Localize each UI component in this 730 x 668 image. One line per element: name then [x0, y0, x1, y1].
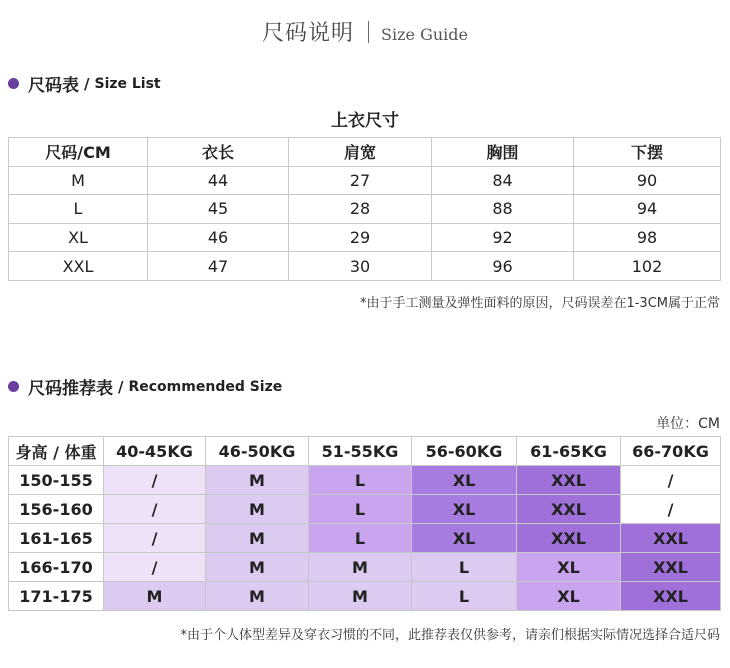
recommended-size-cell: L — [309, 495, 412, 524]
bullet-dot-icon — [8, 78, 19, 89]
measure-cell: 29 — [289, 223, 432, 252]
recommended-size-cell: M — [206, 466, 309, 495]
recommended-size-cell: M — [309, 553, 412, 582]
table-row — [9, 524, 721, 553]
heading-slash: / — [118, 377, 124, 396]
column-header: 下摆 — [574, 138, 721, 167]
recommended-size-cell: / — [104, 495, 206, 524]
recommended-size-cell: / — [621, 495, 721, 524]
size-list-table — [8, 137, 721, 281]
recommended-size-cell: / — [104, 524, 206, 553]
recommended-header-row — [9, 437, 721, 466]
recommended-size-cell: M — [206, 553, 309, 582]
table-row — [9, 582, 721, 611]
measure-cell: 84 — [432, 166, 574, 195]
recommended-size-cell: M — [309, 582, 412, 611]
measure-cell: 46 — [148, 223, 289, 252]
recommended-size-cell: XXL — [621, 524, 721, 553]
title-divider — [368, 21, 369, 43]
recommended-size-cell: M — [206, 495, 309, 524]
size-list-title-zh: 尺码表 — [28, 76, 79, 96]
measure-cell: 44 — [148, 166, 289, 195]
recommended-size-cell: / — [621, 466, 721, 495]
weight-range-header: 61-65KG — [517, 437, 621, 466]
recommended-size-cell: L — [412, 553, 517, 582]
size-list-header-row — [9, 138, 721, 167]
recommended-size-cell: XXL — [517, 466, 621, 495]
table-row — [9, 195, 721, 224]
table-row — [9, 466, 721, 495]
recommended-size-cell: XXL — [517, 524, 621, 553]
recommended-size-cell: XL — [517, 553, 621, 582]
recommended-size-cell: L — [412, 582, 517, 611]
recommended-size-cell: L — [309, 524, 412, 553]
height-range-cell: 161-165 — [9, 524, 104, 553]
bullet-dot-icon — [8, 381, 19, 392]
recommended-size-cell: XL — [412, 524, 517, 553]
recommended-note: *由于个人体型差异及穿衣习惯的不同，此推荐表仅供参考，请亲们根据实际情况选择合适尺码 — [180, 628, 720, 643]
unit-label: 单位：CM — [656, 416, 720, 432]
recommended-size-cell: M — [206, 582, 309, 611]
size-table-caption: 上衣尺寸 — [331, 111, 399, 131]
recommended-size-cell: XL — [412, 495, 517, 524]
height-range-cell: 171-175 — [9, 582, 104, 611]
measure-cell: 92 — [432, 223, 574, 252]
measure-cell: 98 — [574, 223, 721, 252]
recommended-size-cell: XXL — [517, 495, 621, 524]
size-cell: M — [9, 166, 148, 195]
page-title-en: Size Guide — [381, 25, 468, 44]
weight-range-header: 40-45KG — [104, 437, 206, 466]
size-cell: XXL — [9, 252, 148, 281]
recommended-size-cell: XXL — [621, 582, 721, 611]
recommended-heading — [8, 374, 282, 399]
recommended-size-cell: M — [104, 582, 206, 611]
page-title-zh: 尺码说明 — [262, 21, 355, 46]
measure-cell: 96 — [432, 252, 574, 281]
measure-cell: 90 — [574, 166, 721, 195]
recommended-size-cell: XL — [412, 466, 517, 495]
height-range-cell: 150-155 — [9, 466, 104, 495]
weight-range-header: 56-60KG — [412, 437, 517, 466]
size-cell: XL — [9, 223, 148, 252]
size-list-heading — [8, 71, 161, 96]
heading-slash: / — [84, 74, 90, 93]
recommended-size-cell: XL — [517, 582, 621, 611]
recommended-size-cell: / — [104, 466, 206, 495]
table-row — [9, 166, 721, 195]
weight-range-header: 66-70KG — [621, 437, 721, 466]
recommended-size-cell: L — [309, 466, 412, 495]
table-row — [9, 252, 721, 281]
height-range-cell: 156-160 — [9, 495, 104, 524]
column-header: 胸围 — [432, 138, 574, 167]
measure-cell: 30 — [289, 252, 432, 281]
height-range-cell: 166-170 — [9, 553, 104, 582]
weight-range-header: 46-50KG — [206, 437, 309, 466]
column-header: 肩宽 — [289, 138, 432, 167]
measure-cell: 27 — [289, 166, 432, 195]
weight-range-header: 51-55KG — [309, 437, 412, 466]
recommended-title-en: Recommended Size — [128, 378, 283, 395]
recommended-size-cell: XXL — [621, 553, 721, 582]
measure-cell: 45 — [148, 195, 289, 224]
table-row — [9, 553, 721, 582]
recommended-size-table — [8, 436, 721, 611]
measure-cell: 88 — [432, 195, 574, 224]
size-cell: L — [9, 195, 148, 224]
table-row — [9, 223, 721, 252]
recommended-size-cell: M — [206, 524, 309, 553]
column-header: 尺码/CM — [9, 138, 148, 167]
measure-cell: 102 — [574, 252, 721, 281]
size-list-title-en: Size List — [94, 75, 161, 92]
column-header: 衣长 — [148, 138, 289, 167]
measure-cell: 28 — [289, 195, 432, 224]
page-title — [0, 16, 730, 47]
height-weight-header: 身高 / 体重 — [9, 437, 104, 466]
size-list-note: *由于手工测量及弹性面料的原因，尺码误差在1-3CM属于正常 — [359, 296, 720, 311]
recommended-title-zh: 尺码推荐表 — [28, 379, 113, 399]
measure-cell: 47 — [148, 252, 289, 281]
table-row — [9, 495, 721, 524]
recommended-size-cell: / — [104, 553, 206, 582]
measure-cell: 94 — [574, 195, 721, 224]
